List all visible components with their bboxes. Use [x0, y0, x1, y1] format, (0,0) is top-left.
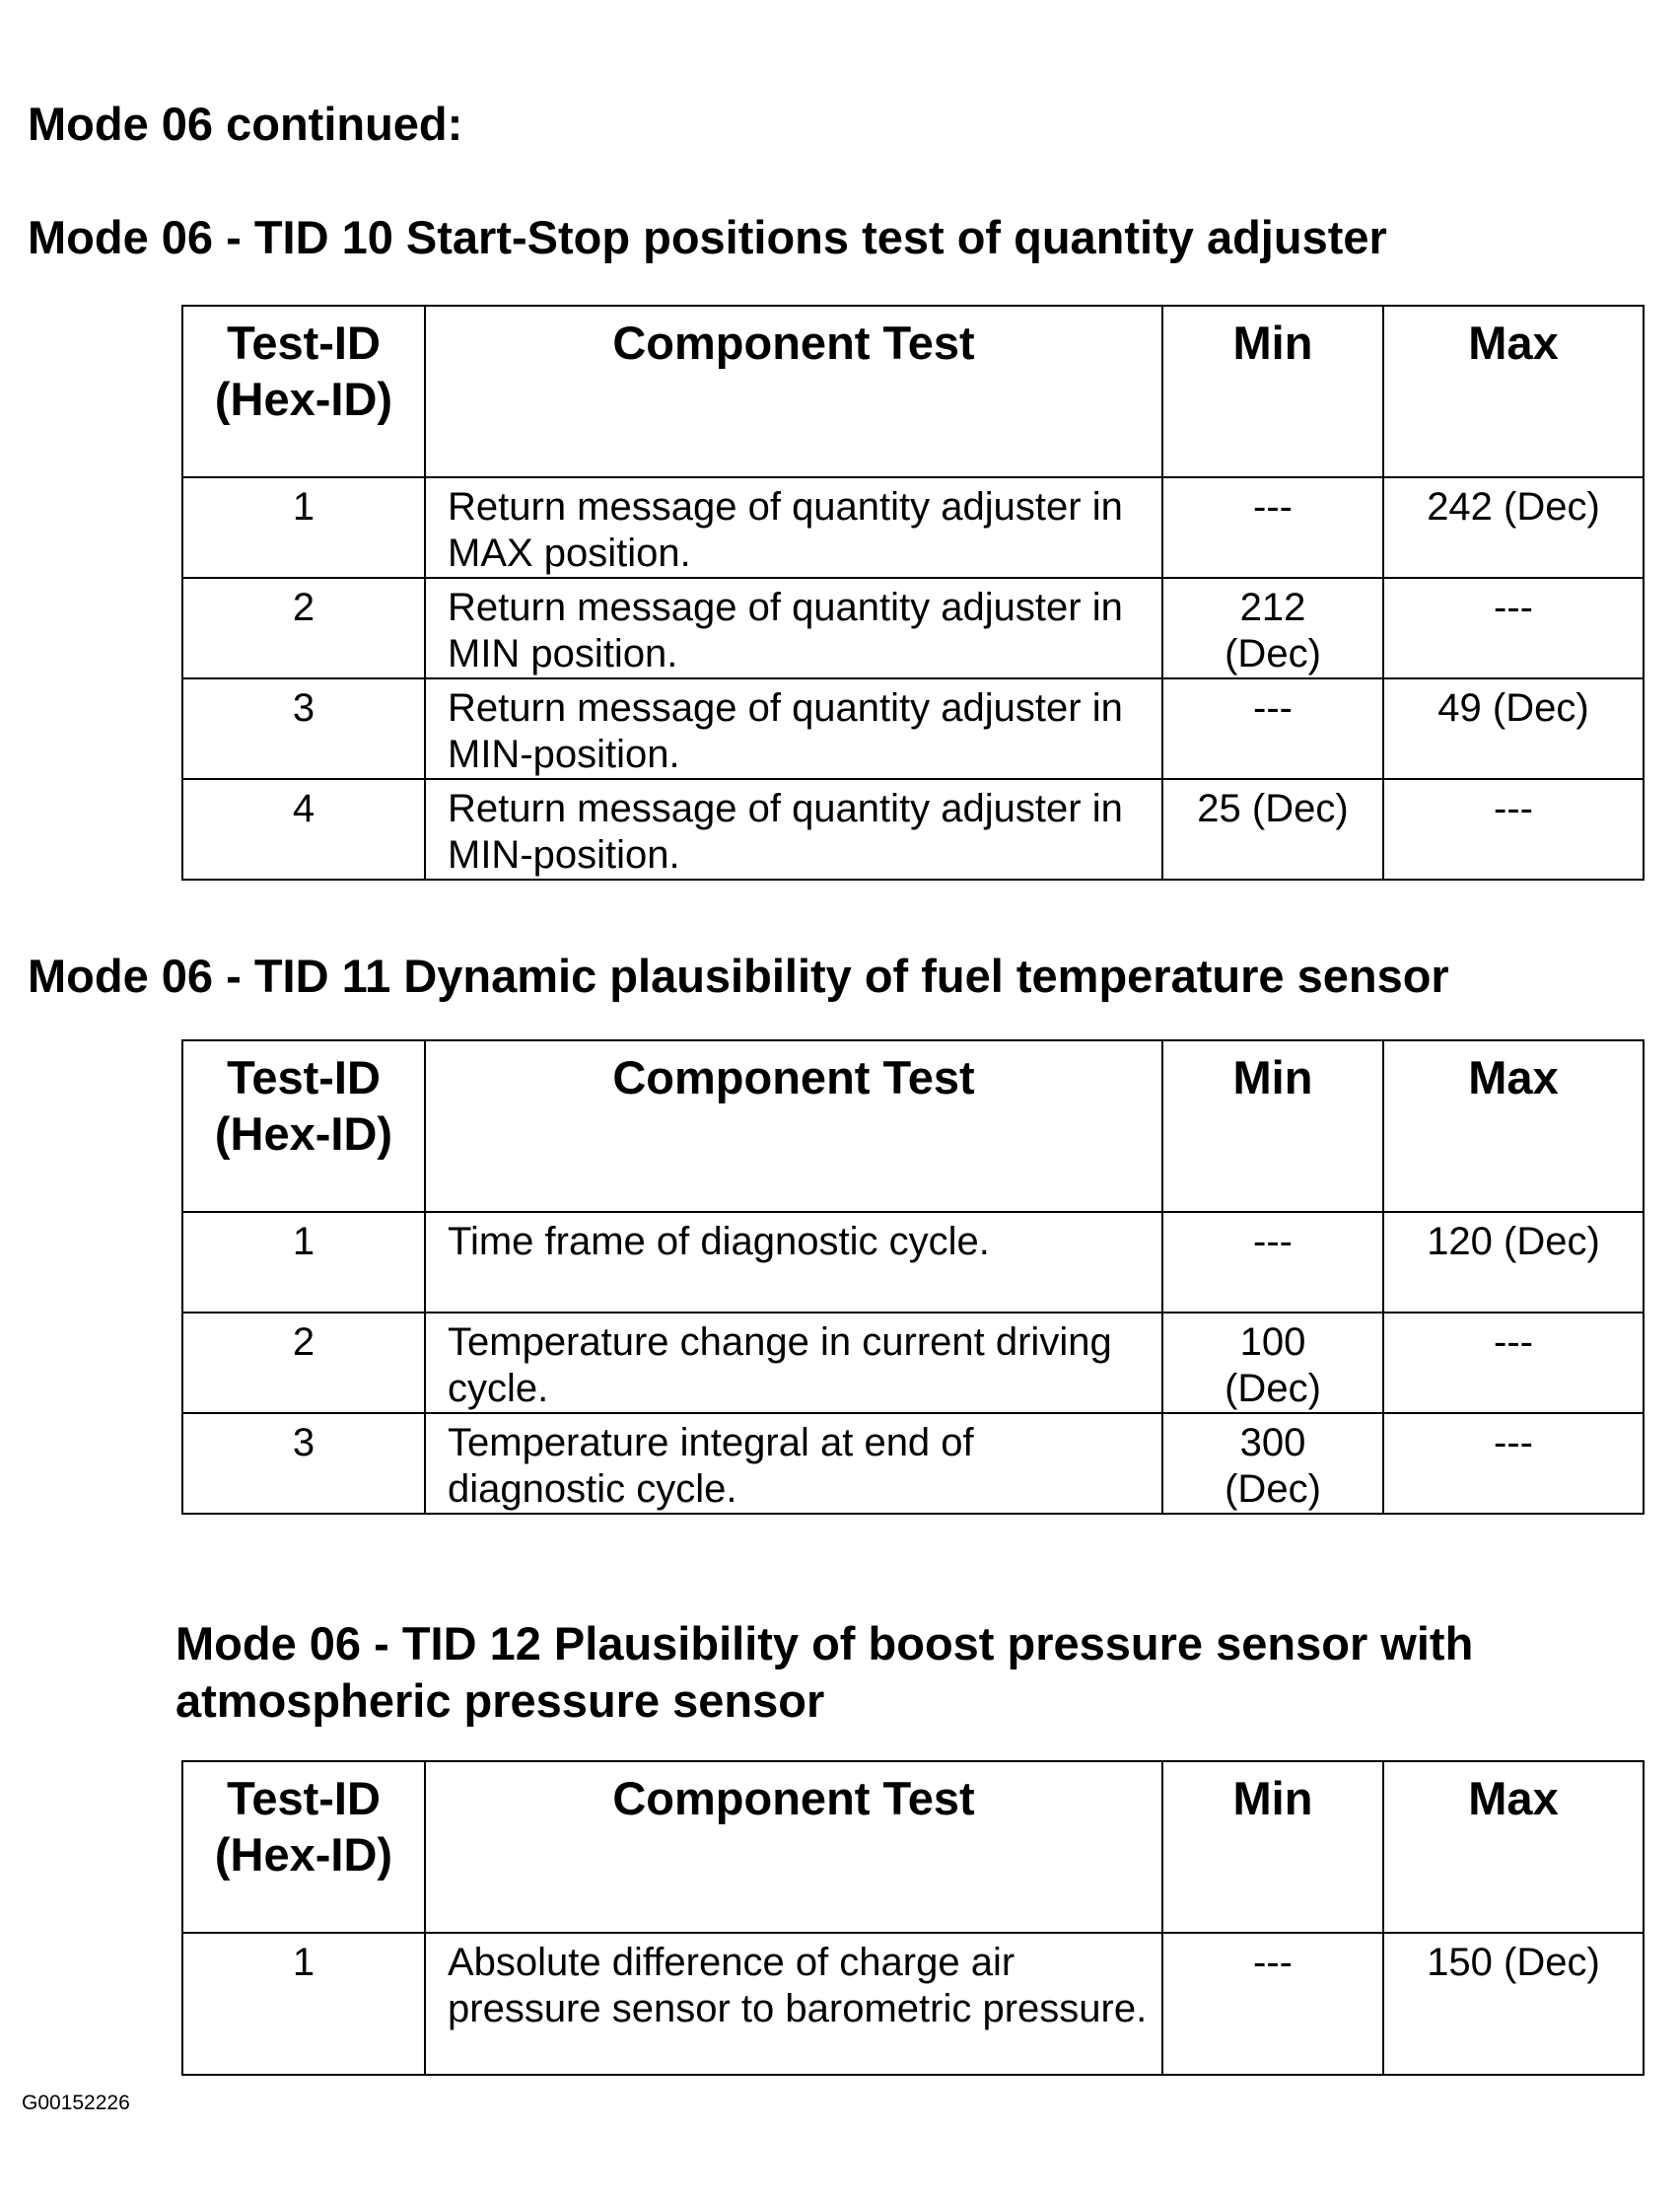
test-id-cell: 3 — [182, 678, 425, 779]
test-id-header — [182, 1761, 425, 1933]
figure-id-label: G00152226 — [22, 2092, 130, 2114]
section-title-tid12-line2: atmospheric pressure sensor — [175, 1674, 825, 1727]
page-heading: Mode 06 continued: — [28, 98, 463, 150]
table-header-row — [182, 1761, 1644, 1933]
test-id-cell: 1 — [182, 1212, 425, 1313]
test-id-cell: 4 — [182, 779, 425, 880]
min-cell: --- — [1162, 1933, 1383, 2075]
component-test-cell: Temperature integral at end of diagnostic cycle. — [425, 1413, 1162, 1514]
test-id-cell: 1 — [182, 1933, 425, 2075]
min-cell: 212 (Dec) — [1162, 578, 1383, 678]
min-cell: --- — [1162, 678, 1383, 779]
max-header: Max — [1383, 1761, 1644, 1933]
component-test-cell: Return message of quantity adjuster in MIN-position. — [425, 779, 1162, 880]
test-id-header-line1: Test-ID — [227, 317, 381, 369]
table-row — [182, 779, 1644, 880]
min-header: Min — [1162, 1761, 1383, 1933]
test-id-header — [182, 1040, 425, 1212]
test-id-cell: 2 — [182, 578, 425, 678]
max-cell: 242 (Dec) — [1383, 477, 1644, 578]
test-id-header-line2: (Hex-ID) — [214, 1107, 393, 1160]
table-row — [182, 578, 1644, 678]
max-header: Max — [1383, 306, 1644, 477]
section-title-tid12 — [175, 1615, 1473, 1730]
test-id-header-line1: Test-ID — [227, 1051, 381, 1103]
test-id-header-line1: Test-ID — [227, 1772, 381, 1824]
test-id-cell: 3 — [182, 1413, 425, 1514]
max-cell: 120 (Dec) — [1383, 1212, 1644, 1313]
min-cell: 25 (Dec) — [1162, 779, 1383, 880]
table-row — [182, 477, 1644, 578]
test-id-header — [182, 306, 425, 477]
test-id-header-line2: (Hex-ID) — [214, 1828, 393, 1881]
min-cell: 300 (Dec) — [1162, 1413, 1383, 1514]
tid12-table — [181, 1760, 1645, 2076]
min-cell: --- — [1162, 477, 1383, 578]
test-id-cell: 1 — [182, 477, 425, 578]
section-title-tid10: Mode 06 - TID 10 Start-Stop positions test of quantity adjuster — [28, 211, 1387, 263]
table-row — [182, 1413, 1644, 1514]
max-cell: --- — [1383, 1313, 1644, 1413]
max-cell: --- — [1383, 578, 1644, 678]
component-test-cell: Return message of quantity adjuster in MAX position. — [425, 477, 1162, 578]
table-row — [182, 1313, 1644, 1413]
component-test-cell: Temperature change in current driving cycle. — [425, 1313, 1162, 1413]
min-header: Min — [1162, 306, 1383, 477]
section-title-tid11: Mode 06 - TID 11 Dynamic plausibility of fuel temperature sensor — [28, 950, 1449, 1002]
table-row — [182, 1933, 1644, 2075]
component-test-cell: Return message of quantity adjuster in MIN position. — [425, 578, 1162, 678]
min-header: Min — [1162, 1040, 1383, 1212]
section-title-tid12-line1: Mode 06 - TID 12 Plausibility of boost pressure sensor with — [175, 1617, 1474, 1669]
test-id-cell: 2 — [182, 1313, 425, 1413]
component-test-cell: Return message of quantity adjuster in MIN-position. — [425, 678, 1162, 779]
min-cell: 100 (Dec) — [1162, 1313, 1383, 1413]
max-cell: 49 (Dec) — [1383, 678, 1644, 779]
component-test-header: Component Test — [425, 306, 1162, 477]
component-test-header: Component Test — [425, 1040, 1162, 1212]
table-header-row — [182, 306, 1644, 477]
max-cell: --- — [1383, 779, 1644, 880]
tid11-table — [181, 1039, 1645, 1515]
component-test-cell: Absolute difference of charge air pressure sensor to barometric pressure. — [425, 1933, 1162, 2075]
component-test-header: Component Test — [425, 1761, 1162, 1933]
component-test-cell: Time frame of diagnostic cycle. — [425, 1212, 1162, 1313]
table-header-row — [182, 1040, 1644, 1212]
table-row — [182, 678, 1644, 779]
max-cell: --- — [1383, 1413, 1644, 1514]
tid10-table — [181, 305, 1645, 881]
min-cell: --- — [1162, 1212, 1383, 1313]
max-header: Max — [1383, 1040, 1644, 1212]
max-cell: 150 (Dec) — [1383, 1933, 1644, 2075]
table-row — [182, 1212, 1644, 1313]
test-id-header-line2: (Hex-ID) — [214, 373, 393, 425]
